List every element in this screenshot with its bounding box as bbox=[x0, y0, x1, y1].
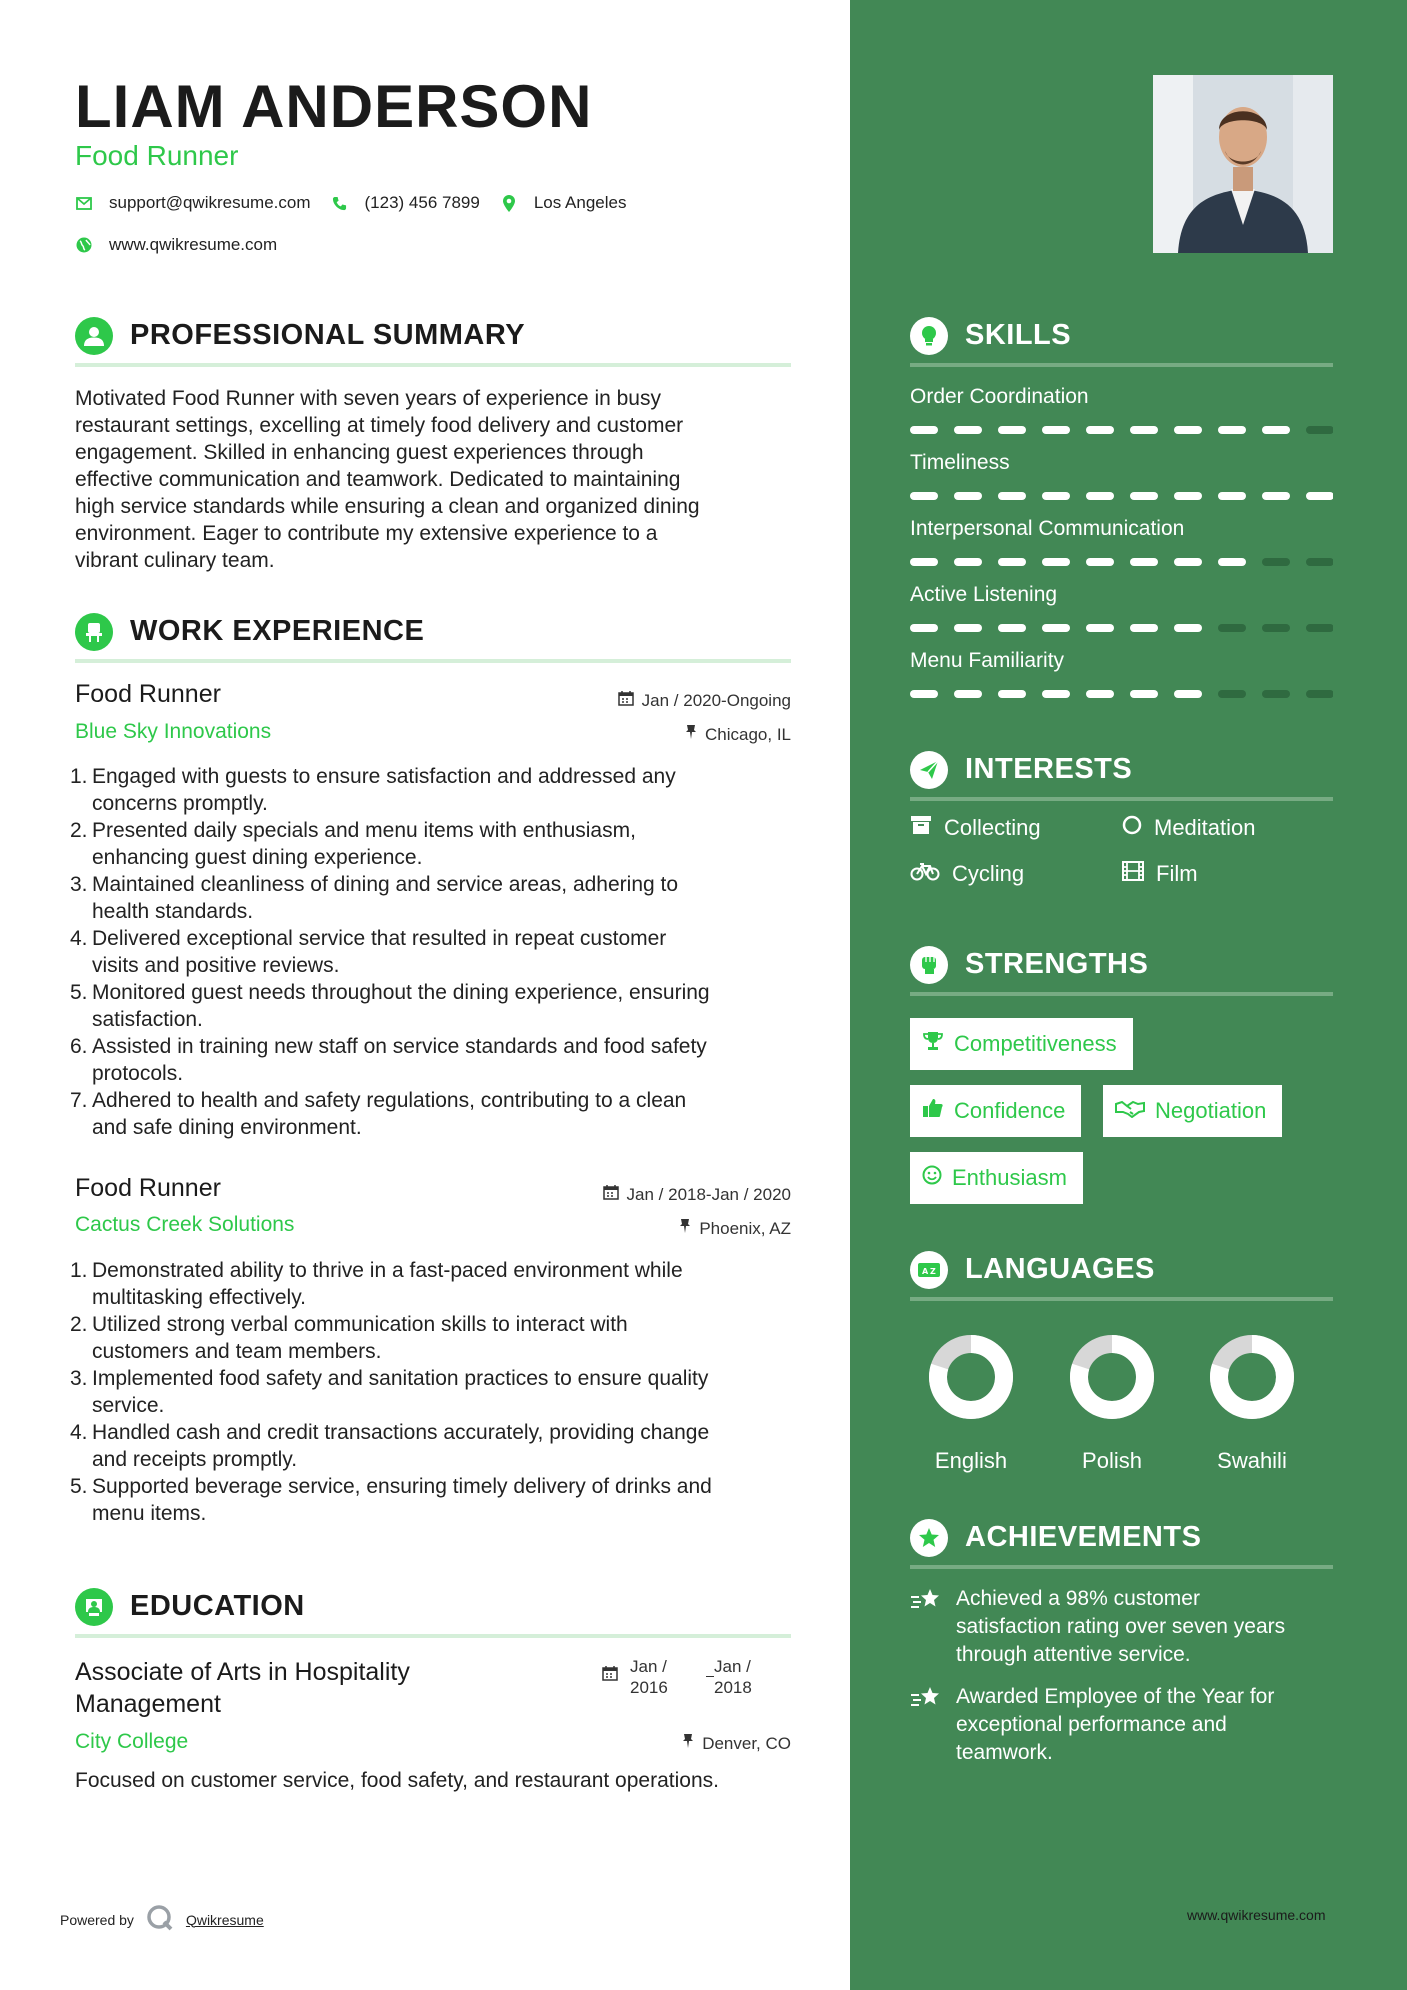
skill-dash-filled bbox=[1130, 426, 1158, 434]
job-dates bbox=[603, 1184, 791, 1205]
list-item: 3. Maintained cleanliness of dining and service areas, adhering to health standards. bbox=[70, 873, 679, 923]
list-item: 3. Implemented food safety and sanitation practices to ensure quality service. bbox=[70, 1367, 709, 1417]
achievement-item: Awarded Employee of the Year for exceptional performance and teamwork. bbox=[910, 1683, 1333, 1767]
job-location-text: Chicago, IL bbox=[705, 724, 791, 744]
skill-dash-filled bbox=[954, 426, 982, 434]
summary-line: environment. Eager to contribute my extensive experience to a bbox=[75, 522, 658, 545]
summary-line: restaurant settings, excelling at timely food delivery and customer bbox=[75, 414, 684, 437]
language-label: Polish bbox=[1082, 1448, 1142, 1473]
skill-label: Menu Familiarity bbox=[910, 649, 1065, 672]
skill-dash-filled bbox=[910, 492, 938, 500]
skill-dash-filled bbox=[1130, 492, 1158, 500]
user-icon bbox=[75, 317, 113, 355]
job-dates-text: Jan / 2020-Ongoing bbox=[641, 690, 791, 710]
globe-icon bbox=[75, 236, 93, 254]
list-item: 5. Supported beverage service, ensuring timely delivery of drinks and menu items. bbox=[70, 1475, 712, 1525]
skill-dash-filled bbox=[1086, 690, 1114, 698]
summary-line: high service standards while ensuring a clean and organized dining bbox=[75, 495, 700, 518]
pushpin-icon bbox=[682, 1733, 694, 1754]
job-location bbox=[679, 1218, 791, 1239]
skill-dash-empty bbox=[1306, 558, 1333, 566]
strength-tag: Confidence bbox=[910, 1085, 1081, 1137]
calendar-icon bbox=[618, 690, 634, 711]
interests-section-header bbox=[910, 745, 1333, 801]
date-separator bbox=[706, 1676, 714, 1677]
skills-heading: SKILLS bbox=[965, 319, 1072, 351]
skill-level-bar bbox=[910, 623, 1333, 633]
skill-dash-filled bbox=[1174, 492, 1202, 500]
skill-item bbox=[910, 451, 1333, 475]
skill-level-bar bbox=[910, 425, 1333, 435]
skill-dash-filled bbox=[1130, 690, 1158, 698]
achievements-section-header bbox=[910, 1513, 1333, 1569]
contact-website[interactable]: www.qwikresume.com bbox=[109, 235, 278, 254]
list-item: 7. Adhered to health and safety regulations, contributing to a clean and safe dining environment. bbox=[70, 1089, 687, 1139]
footer-url[interactable]: www.qwikresume.com bbox=[1187, 1907, 1326, 1923]
skill-level-bar bbox=[910, 557, 1333, 567]
skill-dash-empty bbox=[1306, 624, 1333, 632]
envelope-icon bbox=[75, 194, 93, 212]
profile-photo bbox=[1153, 75, 1333, 253]
skill-label: Interpersonal Communication bbox=[910, 517, 1185, 540]
language-item bbox=[901, 1330, 1041, 1473]
list-item: 2. Presented daily specials and menu items with enthusiasm, enhancing guest dining experience. bbox=[70, 819, 636, 869]
edu-start-date: Jan / 2016 bbox=[630, 1657, 668, 1697]
skill-dash-filled bbox=[954, 690, 982, 698]
handshake-icon bbox=[1115, 1098, 1145, 1124]
skill-dash-filled bbox=[998, 690, 1026, 698]
lightbulb-icon bbox=[910, 317, 948, 355]
skill-dash-empty bbox=[1306, 690, 1333, 698]
svg-text:Z: Z bbox=[930, 1267, 936, 1276]
skill-dash-empty bbox=[1262, 624, 1290, 632]
skill-dash-filled bbox=[1130, 624, 1158, 632]
list-item: 1. Engaged with guests to ensure satisfaction and addressed any concerns promptly. bbox=[70, 765, 676, 815]
list-item: 2. Utilized strong verbal communication skills to interact with customers and team members. bbox=[70, 1313, 628, 1363]
education-section-header bbox=[75, 1582, 791, 1638]
footer-brand-link[interactable]: Qwikresume bbox=[185, 1911, 264, 1928]
list-item: 5. Monitored guest needs throughout the dining experience, ensuring satisfaction. bbox=[70, 981, 710, 1031]
skill-dash-filled bbox=[1174, 558, 1202, 566]
job-dates-text: Jan / 2018-Jan / 2020 bbox=[626, 1184, 791, 1204]
fist-icon bbox=[910, 946, 948, 984]
experience-section-header bbox=[75, 607, 791, 663]
interests-heading: INTERESTS bbox=[965, 753, 1133, 785]
skill-dash-filled bbox=[1262, 492, 1290, 500]
language-item bbox=[1182, 1330, 1322, 1473]
interest-item: Film bbox=[1122, 861, 1198, 887]
language-label: Swahili bbox=[1217, 1448, 1287, 1473]
list-item: 1. Demonstrated ability to thrive in a fast-paced environment while multitasking effectively. bbox=[70, 1259, 683, 1309]
skill-dash-filled bbox=[1042, 492, 1070, 500]
skill-dash-filled bbox=[910, 426, 938, 434]
experience-heading: WORK EXPERIENCE bbox=[130, 615, 425, 647]
skill-dash-filled bbox=[1042, 690, 1070, 698]
skill-dash-empty bbox=[1262, 558, 1290, 566]
contact-email[interactable]: support@qwikresume.com bbox=[109, 193, 311, 212]
interest-item: Cycling bbox=[910, 861, 1024, 887]
languages-heading: LANGUAGES bbox=[965, 1253, 1155, 1285]
achievement-item: Achieved a 98% customer satisfaction rating over seven years through attentive service. bbox=[910, 1585, 1333, 1669]
film-icon bbox=[1122, 861, 1144, 887]
skill-dash-filled bbox=[1042, 558, 1070, 566]
summary-line: effective communication and teamwork. Dedicated to maintaining bbox=[75, 468, 681, 491]
map-pin-icon bbox=[500, 194, 518, 212]
strength-tag: Competitiveness bbox=[910, 1018, 1133, 1070]
candidate-name: LIAM ANDERSON bbox=[75, 73, 593, 140]
strength-tag: Enthusiasm bbox=[910, 1152, 1083, 1204]
language-label: English bbox=[934, 1448, 1008, 1473]
trophy-icon bbox=[922, 1030, 944, 1058]
calendar-icon bbox=[603, 1184, 619, 1205]
summary-line: vibrant culinary team. bbox=[75, 549, 275, 572]
smile-icon bbox=[922, 1165, 942, 1191]
thumbs-up-icon bbox=[922, 1097, 944, 1125]
job-location-text: Phoenix, AZ bbox=[699, 1218, 791, 1238]
edu-end-date: Jan / 2018 bbox=[714, 1657, 752, 1697]
skill-dash-filled bbox=[998, 624, 1026, 632]
contact-location: Los Angeles bbox=[533, 193, 627, 212]
list-item: 4. Handled cash and credit transactions accurately, providing change and receipts promptly. bbox=[70, 1421, 710, 1471]
interest-item: Collecting bbox=[910, 815, 1041, 841]
skill-item bbox=[910, 385, 1333, 409]
skill-dash-filled bbox=[1086, 426, 1114, 434]
skill-dash-filled bbox=[1218, 426, 1246, 434]
job-duties bbox=[70, 1257, 795, 1527]
job-dates bbox=[618, 690, 791, 711]
archive-icon bbox=[910, 815, 932, 841]
skill-item bbox=[910, 517, 1333, 541]
skill-dash-filled bbox=[1262, 426, 1290, 434]
job-company: Cactus Creek Solutions bbox=[75, 1213, 295, 1236]
skill-level-bar bbox=[910, 491, 1333, 501]
contact-phone[interactable]: (123) 456 7899 bbox=[364, 193, 480, 212]
skill-dash-filled bbox=[1086, 624, 1114, 632]
bicycle-icon bbox=[910, 861, 940, 887]
skill-dash-filled bbox=[954, 558, 982, 566]
graduate-icon bbox=[75, 1588, 113, 1626]
skill-dash-empty bbox=[1218, 624, 1246, 632]
school-name: City College bbox=[75, 1730, 189, 1753]
summary-line: Motivated Food Runner with seven years of experience in busy bbox=[75, 387, 661, 410]
job-title: Food Runner bbox=[75, 1174, 221, 1202]
skill-dash-filled bbox=[1042, 624, 1070, 632]
shooting-star-icon bbox=[910, 1683, 956, 1767]
skill-label: Order Coordination bbox=[910, 385, 1089, 408]
skill-dash-empty bbox=[1262, 690, 1290, 698]
skill-dash-filled bbox=[1174, 690, 1202, 698]
summary-text bbox=[75, 385, 791, 574]
skill-dash-filled bbox=[1218, 558, 1246, 566]
svg-text:A: A bbox=[922, 1267, 929, 1276]
degree-title: Associate of Arts in Hospitality Management bbox=[75, 1658, 410, 1718]
education-heading: EDUCATION bbox=[130, 1590, 305, 1622]
achievements-heading: ACHIEVEMENTS bbox=[965, 1521, 1202, 1553]
contact-row bbox=[75, 193, 646, 213]
chair-icon bbox=[75, 613, 113, 651]
skill-dash-empty bbox=[1218, 690, 1246, 698]
pushpin-icon bbox=[685, 724, 697, 745]
skill-dash-filled bbox=[1086, 492, 1114, 500]
skill-dash-filled bbox=[910, 690, 938, 698]
phone-icon bbox=[331, 194, 349, 212]
skill-dash-filled bbox=[1218, 492, 1246, 500]
skill-dash-filled bbox=[1306, 492, 1333, 500]
interest-item: Meditation bbox=[1122, 815, 1256, 841]
circle-icon bbox=[1122, 815, 1142, 841]
skill-dash-empty bbox=[1306, 426, 1333, 434]
skill-dash-filled bbox=[1042, 426, 1070, 434]
skill-dash-filled bbox=[910, 558, 938, 566]
skill-dash-filled bbox=[998, 492, 1026, 500]
strengths-section-header bbox=[910, 940, 1333, 996]
skill-item bbox=[910, 583, 1333, 607]
pushpin-icon bbox=[679, 1218, 691, 1239]
skill-dash-filled bbox=[1130, 558, 1158, 566]
skill-dash-filled bbox=[954, 492, 982, 500]
skill-dash-filled bbox=[998, 558, 1026, 566]
skill-dash-filled bbox=[954, 624, 982, 632]
star-badge-icon bbox=[910, 1519, 948, 1557]
skill-dash-filled bbox=[1174, 624, 1202, 632]
skill-level-bar bbox=[910, 689, 1333, 699]
summary-line: engagement. Skilled in enhancing guest experiences through bbox=[75, 441, 644, 464]
edu-description: Focused on customer service, food safety, and restaurant operations. bbox=[75, 1769, 719, 1792]
languages-section-header bbox=[910, 1245, 1333, 1301]
language-donut bbox=[901, 1330, 1041, 1430]
skill-dash-filled bbox=[1086, 558, 1114, 566]
job-location bbox=[685, 724, 791, 745]
language-item bbox=[1042, 1330, 1182, 1473]
job-duties bbox=[70, 763, 795, 1141]
list-item: 6. Assisted in training new staff on service standards and food safety protocols. bbox=[70, 1035, 707, 1085]
job-title: Food Runner bbox=[75, 680, 221, 708]
edu-location bbox=[682, 1733, 791, 1754]
contact-row-2 bbox=[75, 235, 297, 255]
shooting-star-icon bbox=[910, 1585, 956, 1669]
list-item: 4. Delivered exceptional service that resulted in repeat customer visits and positive reviews. bbox=[70, 927, 667, 977]
calendar-icon bbox=[602, 1665, 618, 1686]
language-icon bbox=[910, 1251, 948, 1289]
skill-item bbox=[910, 649, 1333, 673]
skill-dash-filled bbox=[998, 426, 1026, 434]
skill-label: Active Listening bbox=[910, 583, 1058, 606]
summary-heading: PROFESSIONAL SUMMARY bbox=[130, 319, 526, 351]
skill-label: Timeliness bbox=[910, 451, 1010, 474]
paper-plane-icon bbox=[910, 751, 948, 789]
language-donut bbox=[1042, 1330, 1182, 1430]
edu-location-text: Denver, CO bbox=[702, 1733, 791, 1753]
candidate-job-title: Food Runner bbox=[75, 140, 239, 171]
job-company: Blue Sky Innovations bbox=[75, 720, 272, 743]
skill-dash-filled bbox=[910, 624, 938, 632]
language-donut bbox=[1182, 1330, 1322, 1430]
qwikresume-logo-icon bbox=[146, 1904, 174, 1935]
strengths-heading: STRENGTHS bbox=[965, 948, 1149, 980]
footer-powered-by: Powered by Qwikresume bbox=[60, 1904, 264, 1935]
summary-section-header bbox=[75, 311, 791, 367]
skill-dash-filled bbox=[1174, 426, 1202, 434]
skills-section-header bbox=[910, 311, 1333, 367]
strength-tag: Negotiation bbox=[1103, 1085, 1282, 1137]
